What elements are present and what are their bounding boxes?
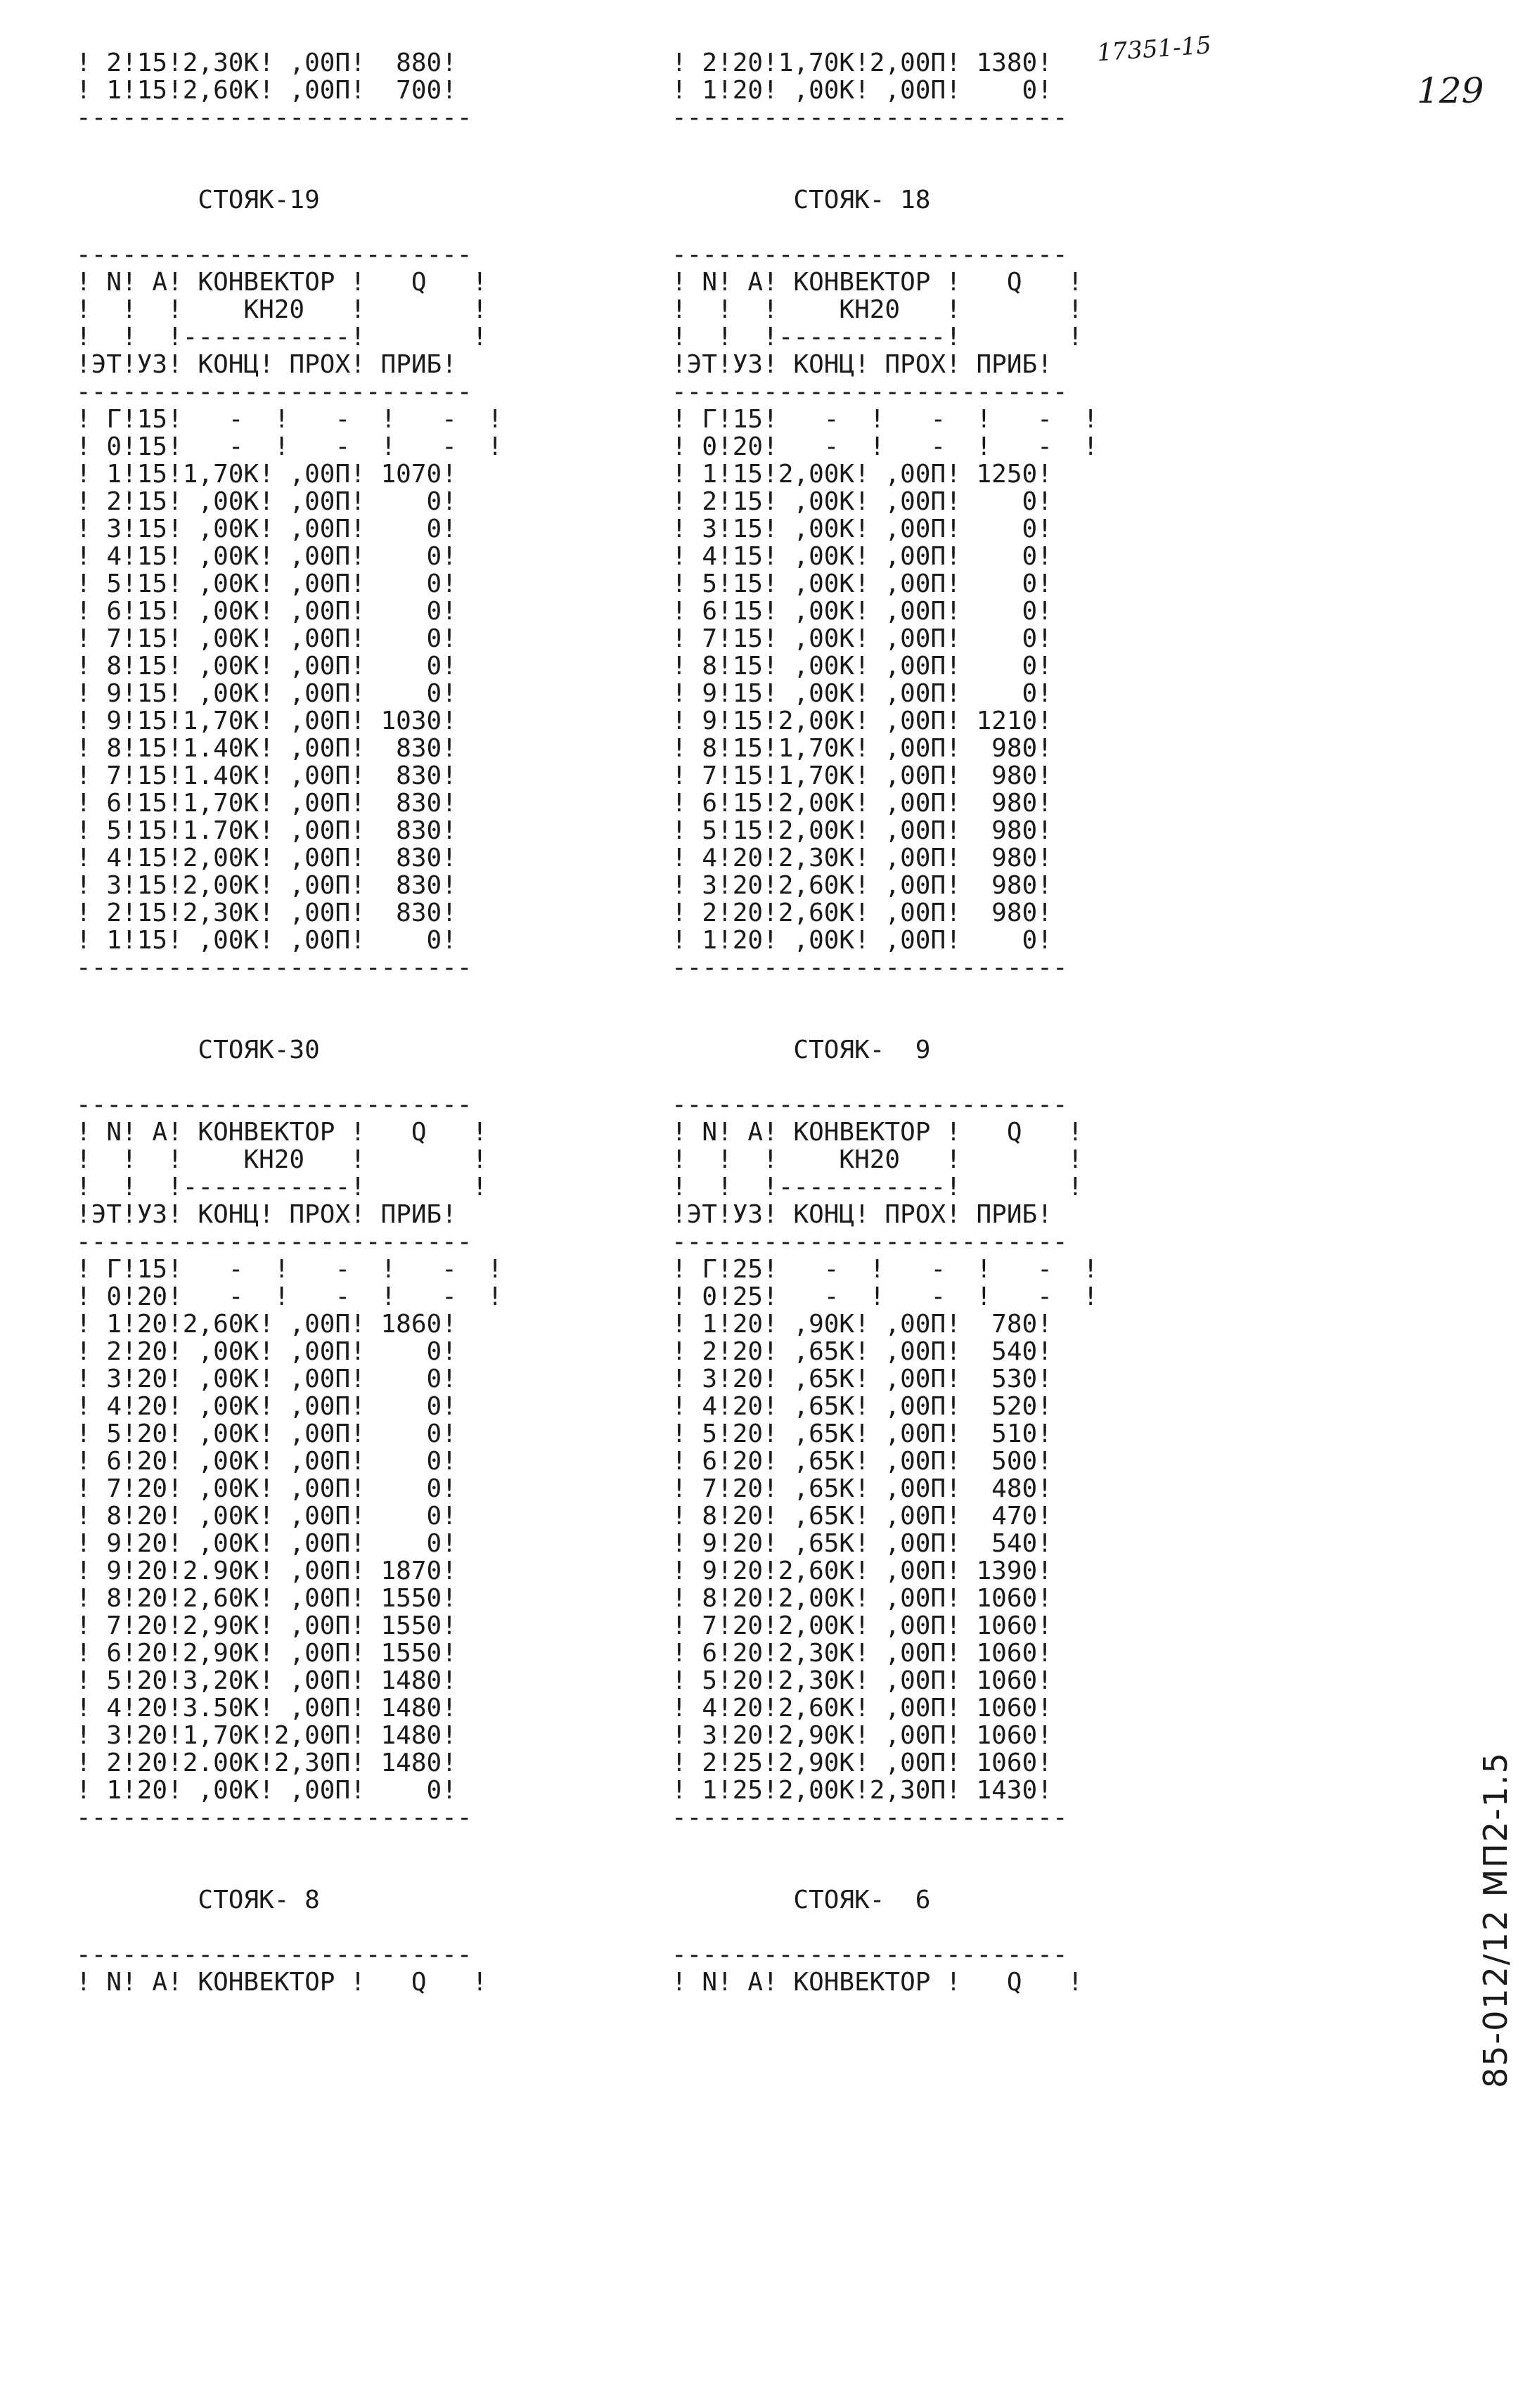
printout-line: ! 1!15!2,00К! ,00П! 1250! (671, 460, 1053, 489)
printout-line: ! 7!20! ,65К! ,00П! 480! (671, 1474, 1053, 1503)
printout-line: ! 3!15! ,00К! ,00П! 0! (671, 515, 1053, 543)
printout-line: ! 6!20!2,90К! ,00П! 1550! (76, 1639, 457, 1668)
printout-line: ! 1!20! ,90К! ,00П! 780! (671, 1310, 1053, 1339)
printout-line: СТОЯК- 8 (76, 1886, 320, 1914)
printout-line: ! 7!15! ,00К! ,00П! 0! (671, 624, 1053, 653)
printout-line: ! 4!20!3.50К! ,00П! 1480! (76, 1694, 457, 1723)
printout-line: ! 8!20! ,65К! ,00П! 470! (671, 1502, 1053, 1531)
printout-line: ! ! !-----------! ! (76, 323, 488, 352)
printout-line: ! 1!15! ,00К! ,00П! 0! (76, 926, 457, 955)
printout-line (671, 131, 1098, 159)
printout-line: ! 3!20! ,00К! ,00П! 0! (76, 1365, 457, 1393)
printout-line (671, 981, 1098, 1009)
printout-line (671, 214, 1098, 241)
printout-line: СТОЯК-30 (76, 1036, 320, 1064)
printout-line: СТОЯК- 9 (671, 1036, 931, 1064)
printout-line: ! 6!20! ,65К! ,00П! 500! (671, 1447, 1053, 1476)
printout-line (76, 1831, 503, 1859)
printout-line: ! 7!20!2,90К! ,00П! 1550! (76, 1611, 457, 1640)
printout-line: ! N! А! КОНВЕКТОР ! Q ! (671, 268, 1083, 297)
printout-line: ! 2!20! ,00К! ,00П! 0! (76, 1337, 457, 1366)
printout-line: -------------------------- (671, 1940, 1068, 1969)
printout-line: -------------------------- (76, 1228, 472, 1256)
printout-line: -------------------------- (671, 953, 1068, 982)
printout-line (671, 1859, 1098, 1886)
printout-line: ! 4!15! ,00К! ,00П! 0! (671, 542, 1053, 571)
side-document-code: 85-012/12 МП2-1.5 (1477, 1751, 1515, 2088)
printout-line: ! 3!15! ,00К! ,00П! 0! (76, 515, 457, 543)
printout-line (76, 981, 503, 1009)
printout-line: ! 7!15! ,00К! ,00П! 0! (76, 624, 457, 653)
printout-line: ! Г!15! - ! - ! - ! (76, 405, 503, 434)
printout-line: ! 6!15!2,00К! ,00П! 980! (671, 789, 1053, 818)
printout-line: ! N! А! КОНВЕКТОР ! Q ! (76, 268, 488, 297)
printout-line: ! N! А! КОНВЕКТОР ! Q ! (671, 1968, 1083, 1997)
printout-line: ! 1!20! ,00К! ,00П! 0! (671, 76, 1053, 105)
printout-line: -------------------------- (671, 378, 1068, 406)
printout-line: ! 3!20!2,60К! ,00П! 980! (671, 871, 1053, 900)
printout-line: ! 7!15!1,70К! ,00П! 980! (671, 761, 1053, 790)
printout-line: ! 5!20!2,30К! ,00П! 1060! (671, 1666, 1053, 1695)
printout-line: ! 3!20!1,70К!2,00П! 1480! (76, 1721, 457, 1750)
printout-line: ! 8!20! ,00К! ,00П! 0! (76, 1502, 457, 1531)
printout-line: ! 4!20! ,65К! ,00П! 520! (671, 1392, 1053, 1421)
printout-line: -------------------------- (76, 1090, 472, 1119)
printout-line: СТОЯК-19 (76, 186, 320, 214)
printout-line: -------------------------- (76, 240, 472, 269)
printout-line (76, 1914, 503, 1941)
printout-line: ! 1!15!2,60К! ,00П! 700! (76, 76, 457, 105)
printout-line: ! 5!20! ,00К! ,00П! 0! (76, 1419, 457, 1448)
printout-line (76, 1859, 503, 1886)
printout-line: ! 0!20! - ! - ! - ! (76, 1282, 503, 1311)
printout-line (671, 1831, 1098, 1859)
printout-line: ! 5!15!2,00К! ,00П! 980! (671, 816, 1053, 845)
printout-line: ! 1!15!1,70К! ,00П! 1070! (76, 460, 457, 489)
printout-line: ! 9!15!1,70К! ,00П! 1030! (76, 707, 457, 735)
printout-line (671, 1914, 1098, 1941)
printout-line: ! ! ! КН20 ! ! (76, 1145, 488, 1174)
right-printout-column (671, 49, 1098, 1996)
printout-line: ! 5!15! ,00К! ,00П! 0! (671, 569, 1053, 598)
printout-line: ! 3!20!2,90К! ,00П! 1060! (671, 1721, 1053, 1750)
printout-line: ! 2!15!2,30К! ,00П! 830! (76, 899, 457, 927)
printout-line: ! Г!15! - ! - ! - ! (76, 1255, 503, 1284)
printout-line (671, 1009, 1098, 1036)
printout-line: ! 4!20!2,60К! ,00П! 1060! (671, 1694, 1053, 1723)
printout-line (76, 159, 503, 186)
printout-line: ! ! ! КН20 ! ! (671, 295, 1083, 324)
printout-line: -------------------------- (76, 1940, 472, 1969)
printout-line: -------------------------- (671, 1090, 1068, 1119)
printout-line: ! 2!25!2,90К! ,00П! 1060! (671, 1749, 1053, 1777)
page-number: 129 (1417, 70, 1484, 111)
printout-line: ! 6!20!2,30К! ,00П! 1060! (671, 1639, 1053, 1668)
printout-line: ! 5!20!3,20К! ,00П! 1480! (76, 1666, 457, 1695)
printout-line: -------------------------- (671, 1803, 1068, 1832)
printout-line: ! 6!15!1,70К! ,00П! 830! (76, 789, 457, 818)
left-printout-column (76, 49, 503, 1996)
printout-line (671, 159, 1098, 186)
printout-line: ! 1!20! ,00К! ,00П! 0! (76, 1776, 457, 1805)
printout-line: ! 8!15!1.40К! ,00П! 830! (76, 734, 457, 763)
printout-line: ! 8!20!2,60К! ,00П! 1550! (76, 1584, 457, 1613)
printout-line: ! N! А! КОНВЕКТОР ! Q ! (76, 1118, 488, 1147)
sheet-code: 17351-15 (1095, 31, 1213, 67)
printout-line: !ЭТ!УЗ! КОНЦ! ПРОХ! ПРИБ! (76, 1200, 457, 1229)
printout-line: ! 9!20!2,60К! ,00П! 1390! (671, 1557, 1053, 1585)
printout-line: -------------------------- (671, 103, 1068, 132)
printout-line: ! 3!20! ,65К! ,00П! 530! (671, 1365, 1053, 1393)
printout-line: ! 6!15! ,00К! ,00П! 0! (76, 597, 457, 626)
printout-line: ! ! ! КН20 ! ! (671, 1145, 1083, 1174)
printout-line: ! 2!20!1,70К!2,00П! 1380! (671, 49, 1053, 77)
printout-line: ! 7!20!2,00К! ,00П! 1060! (671, 1611, 1053, 1640)
printout-line: ! 9!15! ,00К! ,00П! 0! (671, 679, 1053, 708)
printout-line: ! 2!15!2,30К! ,00П! 880! (76, 49, 457, 77)
printout-line: ! 2!20!2.00К!2,30П! 1480! (76, 1749, 457, 1777)
printout-line: ! 0!15! - ! - ! - ! (76, 432, 503, 461)
printout-line: -------------------------- (76, 953, 472, 982)
printout-line: ! 4!20! ,00К! ,00П! 0! (76, 1392, 457, 1421)
printout-line: ! N! А! КОНВЕКТОР ! Q ! (671, 1118, 1083, 1147)
printout-line: ! 9!15! ,00К! ,00П! 0! (76, 679, 457, 708)
printout-line: -------------------------- (76, 103, 472, 132)
printout-line (76, 131, 503, 159)
printout-line: ! Г!15! - ! - ! - ! (671, 405, 1098, 434)
printout-line: ! 1!25!2,00К!2,30П! 1430! (671, 1776, 1053, 1805)
printout-line: ! ! ! КН20 ! ! (76, 295, 488, 324)
printout-line: -------------------------- (671, 240, 1068, 269)
printout-line: ! ! !-----------! ! (671, 1173, 1083, 1202)
printout-line: ! 1!20! ,00К! ,00П! 0! (671, 926, 1053, 955)
printout-line: !ЭТ!УЗ! КОНЦ! ПРОХ! ПРИБ! (671, 1200, 1053, 1229)
printout-line: ! 7!15!1.40К! ,00П! 830! (76, 761, 457, 790)
printout-line: ! 8!20!2,00К! ,00П! 1060! (671, 1584, 1053, 1613)
printout-line: ! 9!20! ,00К! ,00П! 0! (76, 1529, 457, 1558)
printout-line: ! 5!15!1.70К! ,00П! 830! (76, 816, 457, 845)
printout-line: ! 8!15! ,00К! ,00П! 0! (76, 652, 457, 681)
printout-line: ! 4!15!2,00К! ,00П! 830! (76, 844, 457, 873)
printout-line: ! 6!20! ,00К! ,00П! 0! (76, 1447, 457, 1476)
printout-line: ! 4!15! ,00К! ,00П! 0! (76, 542, 457, 571)
printout-line: ! ! !-----------! ! (76, 1173, 488, 1202)
printout-line: !ЭТ!УЗ! КОНЦ! ПРОХ! ПРИБ! (76, 350, 457, 379)
printout-line: !ЭТ!УЗ! КОНЦ! ПРОХ! ПРИБ! (671, 350, 1053, 379)
printout-line: -------------------------- (671, 1228, 1068, 1256)
printout-line: -------------------------- (76, 378, 472, 406)
printout-line: ! 0!25! - ! - ! - ! (671, 1282, 1098, 1311)
printout-line: ! 2!15! ,00К! ,00П! 0! (76, 487, 457, 516)
printout-line: ! ! !-----------! ! (671, 323, 1083, 352)
printout-line: ! 9!20!2.90К! ,00П! 1870! (76, 1557, 457, 1585)
printout-line: ! 8!15!1,70К! ,00П! 980! (671, 734, 1053, 763)
printout-line: ! 6!15! ,00К! ,00П! 0! (671, 597, 1053, 626)
printout-line (76, 1009, 503, 1036)
printout-line: ! 9!20! ,65К! ,00П! 540! (671, 1529, 1053, 1558)
printout-line: ! 9!15!2,00К! ,00П! 1210! (671, 707, 1053, 735)
printout-line: ! N! А! КОНВЕКТОР ! Q ! (76, 1968, 488, 1997)
printout-line: ! 7!20! ,00К! ,00П! 0! (76, 1474, 457, 1503)
printout-line (76, 214, 503, 241)
printout-line: ! 5!20! ,65К! ,00П! 510! (671, 1419, 1053, 1448)
printout-line (76, 1064, 503, 1091)
printout-line: ! 0!20! - ! - ! - ! (671, 432, 1098, 461)
printout-line: -------------------------- (76, 1803, 472, 1832)
printout-line: ! 4!20!2,30К! ,00П! 980! (671, 844, 1053, 873)
printout-line: ! 2!20!2,60К! ,00П! 980! (671, 899, 1053, 927)
printout-line: СТОЯК- 18 (671, 186, 931, 214)
printout-line: ! 2!15! ,00К! ,00П! 0! (671, 487, 1053, 516)
printout-line: ! 8!15! ,00К! ,00П! 0! (671, 652, 1053, 681)
printout-line: ! 5!15! ,00К! ,00П! 0! (76, 569, 457, 598)
printout-line (671, 1064, 1098, 1091)
printout-line: ! Г!25! - ! - ! - ! (671, 1255, 1098, 1284)
printout-line: ! 3!15!2,00К! ,00П! 830! (76, 871, 457, 900)
printout-line: ! 1!20!2,60К! ,00П! 1860! (76, 1310, 457, 1339)
printout-line: ! 2!20! ,65К! ,00П! 540! (671, 1337, 1053, 1366)
printout-line: СТОЯК- 6 (671, 1886, 931, 1914)
